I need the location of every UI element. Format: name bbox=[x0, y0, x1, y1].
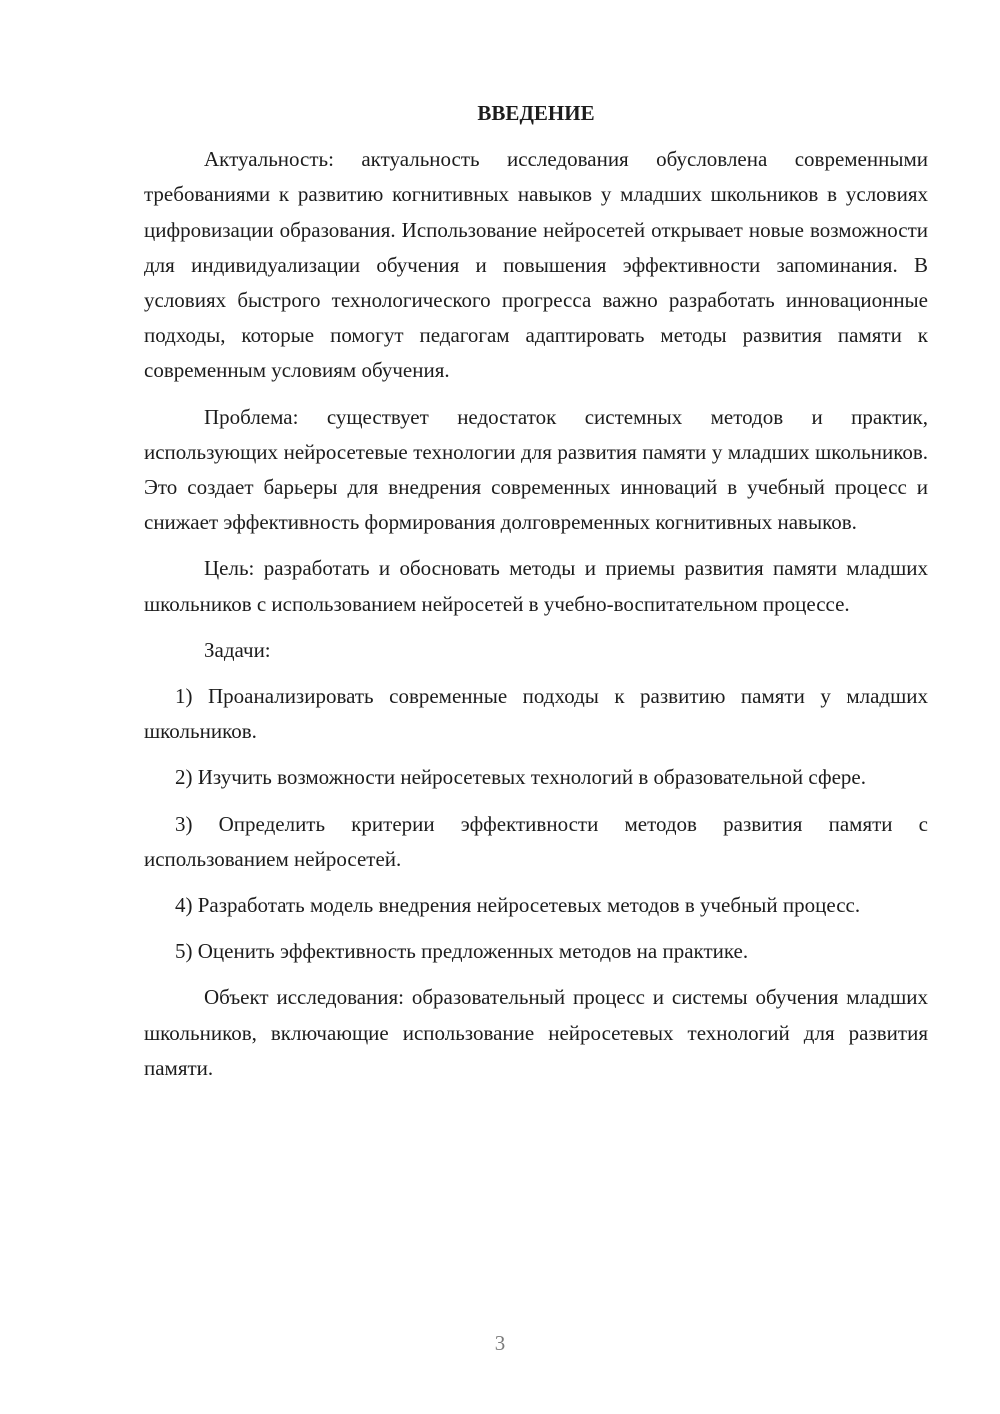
tasks-heading: Задачи: bbox=[204, 637, 271, 662]
page-number: 3 bbox=[494, 1331, 506, 1355]
task-item: 4) Разработать модель внедрения нейросетевых методов в учебный процесс. bbox=[175, 893, 861, 918]
task-item: 5) Оценить эффективность предложенных методов на практике. bbox=[175, 939, 749, 964]
paragraph-goal: Цель: разработать и обосновать методы и приемы развития памяти младших школьников с использованием нейросетей в учебно-воспитательном процессе. bbox=[144, 556, 928, 616]
paragraph-relevance: Актуальность: актуальность исследования обусловлена современными требованиями к развитию когнитивных навыков у младших школьников в условиях цифровизации образования. Использование нейросетей открывает новые возможности для индивидуализации обучения и повышения эффективности запоминания. В условиях быстрого технологического прогресса важно разработать инновационные подходы, которые помогут педагогам адаптировать методы развития памяти к современным условиям обучения. bbox=[144, 147, 928, 383]
section-title: ВВЕДЕНИЕ bbox=[477, 101, 595, 125]
task-item: 3) Определить критерии эффективности методов развития памяти с использованием нейросетей. bbox=[144, 811, 928, 871]
document-body bbox=[144, 96, 928, 1097]
paragraph-object: Объект исследования: образовательный процесс и системы обучения младших школьников, включающие использование нейросетевых технологий для развития памяти. bbox=[144, 985, 928, 1080]
task-item: 1) Проанализировать современные подходы к развитию памяти у младших школьников. bbox=[144, 684, 928, 744]
task-item: 2) Изучить возможности нейросетевых технологий в образовательной сфере. bbox=[175, 765, 866, 790]
paragraph-problem: Проблема: существует недостаток системных методов и практик, использующих нейросетевые технологии для развития памяти у младших школьников. Это создает барьеры для внедрения современных инноваций в учебный процесс и снижает эффективность формирования долговременных когнитивных навыков. bbox=[144, 404, 928, 535]
